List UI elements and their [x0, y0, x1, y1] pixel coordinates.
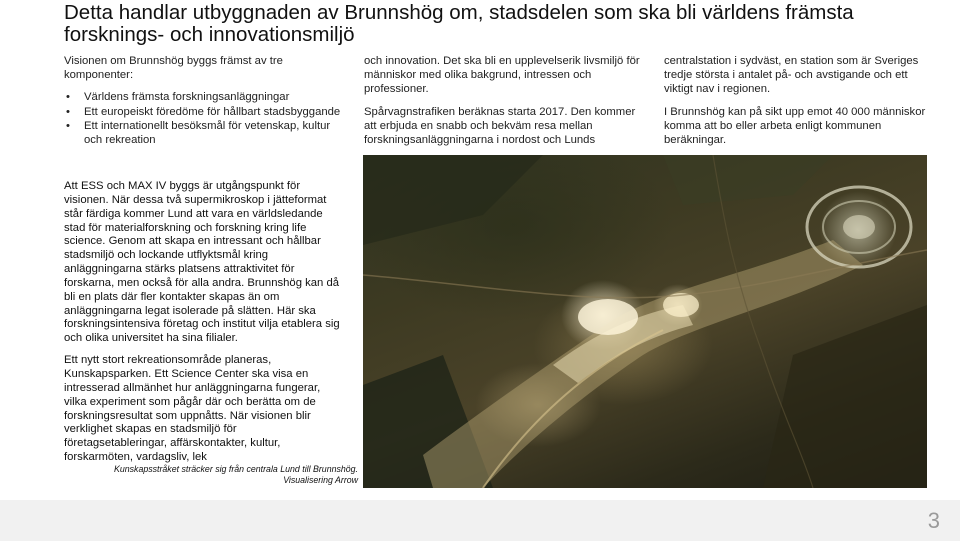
list-item-text: Ett europeiskt föredöme för hållbart stadsbyggande — [84, 105, 341, 118]
body-column — [64, 180, 342, 473]
middle-column — [364, 54, 644, 155]
caption-credit: Visualisering Arrow — [283, 475, 358, 485]
page-number: 3 — [927, 508, 940, 533]
paragraph: I Brunnshög kan på sikt upp emot 40 000 människor komma att bo eller arbeta enligt kommunen beräkningar. — [664, 105, 926, 147]
aerial-city-illustration — [363, 155, 927, 488]
image-caption — [100, 464, 358, 486]
aerial-visualization-image — [363, 155, 927, 488]
intro-column — [64, 54, 344, 147]
bullet-icon: • — [66, 119, 70, 132]
paragraph: Att ESS och MAX IV byggs är utgångspunkt för visionen. När dessa två supermikroskop i jätteformat står färdiga kommer Lund att vara en världsledande stad för materialforskning och forskning kring life science. Genom att skapa en intressant och hållbar stadsmiljö och lockande utflyktsmål kring anläggningarna stärks platsens attraktivitet för forskarna, men också för alla andra. Brunnshög kan då bli en plats där fler kontakter skapas än om anläggningarna legat isolerade på slätten. Här ska forskningsintensiva företag och institut vilja etablera sig och olika universitet ha sina filialer. — [64, 180, 340, 345]
paragraph: Spårvagnstrafiken beräknas starta 2017. Den kommer att erbjuda en snabb och bekväm resa mellan forskningsanläggningarna i nordost och Lunds — [364, 105, 636, 147]
list-item-text: Världens främsta forskningsanläggningar — [84, 91, 290, 104]
page-title: Detta handlar utbyggnaden av Brunnshög om, stadsdelen som ska bli världens främsta forsknings- och innovationsmiljö — [64, 1, 854, 46]
caption-line: Kunskapsstråket sträcker sig från centrala Lund till Brunnshög. — [114, 464, 358, 474]
list-item — [64, 119, 344, 147]
intro-text: Visionen om Brunnshög byggs främst av tre komponenter: — [64, 55, 283, 82]
paragraph: Ett nytt stort rekreationsområde planeras, Kunskapsparken. Ett Science Center ska visa en intresserad allmänhet hur anläggningarna fungerar, vilka experiment som pågår där och berätta om de forskningsresultat som uppnåtts. När visionen blir verklighet skapas en stadsmiljö för företagsetableringar, affärskontakter, kultur, forskarmöten, vardagsliv, lek — [64, 354, 321, 464]
page-footer — [0, 500, 960, 541]
paragraph: centralstation i sydväst, en station som är Sveriges tredje största i antalet på- och avstigande och ett viktigt nav i regionen. — [664, 55, 919, 96]
paragraph: och innovation. Det ska bli en upplevelserik livsmiljö för människor med olika bakgrund, intressen och professioner. — [364, 55, 640, 96]
list-item — [64, 105, 344, 119]
right-column — [664, 54, 934, 155]
bullet-icon: • — [66, 91, 70, 104]
list-item-text: Ett internationellt besöksmål för vetenskap, kultur och rekreation — [84, 119, 331, 147]
component-list — [64, 90, 344, 147]
list-item — [64, 90, 344, 104]
bullet-icon: • — [66, 105, 70, 118]
